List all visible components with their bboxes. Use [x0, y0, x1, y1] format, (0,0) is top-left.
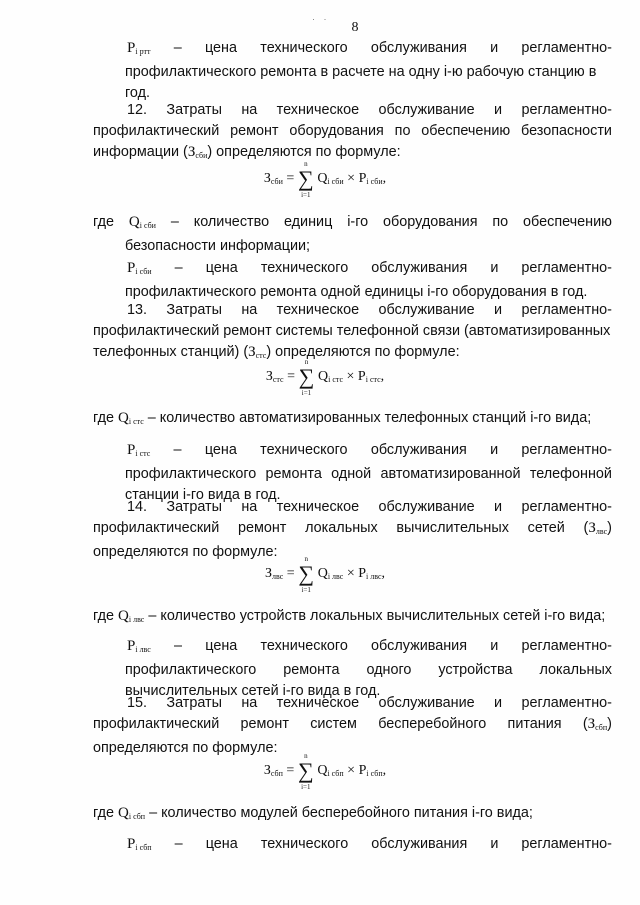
sum-symbol: n ∑ i=1	[298, 555, 315, 594]
definition-p-lvs: $P_{i лвс}$ – цена технического обслуживания и регламентно- профилактического ремонта одного устройства локальных вычислительных сетей i-го вида в год.	[125, 638, 612, 699]
definition-p-sbp: $P_{i сбп}$ – цена технического обслуживания и регламентно-	[127, 836, 612, 852]
formula-z-sts: $З_{стс}$ = n ∑ i=1 $Q_{i стс} \times P_{i стс}$,	[265, 358, 385, 397]
sum-symbol: n ∑ i=1	[297, 160, 314, 199]
symbol-p: P	[127, 40, 136, 56]
paragraph-12: 12. Затраты на техническое обслуживание и регламентно- профилактический ремонт оборудования по обеспечению безопасности информации $(З_{сби})$ определяются по формуле:	[93, 102, 612, 160]
definition-p-rtt: $P_{i ртт}$ – цена технического обслуживания и регламентно- профилактического ремонта в расчете на одну i-ю рабочую станцию в год.	[125, 40, 612, 101]
formula-z-sbi: $З_{сби}$ = n ∑ i=1 $Q_{i сби} \times P_{i сби}$,	[263, 160, 387, 199]
where-q-sbp: где $Q_{i сбп}$ – количество модулей бесперебойного питания i-го вида;	[93, 805, 533, 821]
paragraph-13: 13. Затраты на техническое обслуживание и регламентно- профилактический ремонт системы телефонной связи (автоматизированных телефонных станций) $(З_{стс})$ определяются по формуле:	[93, 302, 612, 360]
page-number: 8	[351, 20, 359, 35]
paragraph-14: 14. Затраты на техническое обслуживание и регламентно- профилактический ремонт локальных вычислительных сетей $(З_{лвс})$ определяются по формуле:	[93, 499, 612, 560]
paragraph-15: 15. Затраты на техническое обслуживание и регламентно- профилактический ремонт систем бесперебойного питания $(З_{сбп})$ определяются по формуле:	[93, 695, 612, 756]
where-q-sbi: где $Q_{i сби}$ – количество единиц i-го оборудования по обеспечению безопасности информации;	[93, 214, 612, 254]
formula-z-lvs: $З_{лвс}$ = n ∑ i=1 $Q_{i лвс} \times P_{i лвс}$,	[264, 555, 386, 594]
definition-p-sts: $P_{i стс}$ – цена технического обслуживания и регламентно- профилактического ремонта одной автоматизированной телефонной станции i-го вида в год.	[125, 442, 612, 503]
sum-symbol: n ∑ i=1	[298, 358, 315, 397]
definition-p-sbi: $P_{i сби}$ – цена технического обслуживания и регламентно- профилактического ремонта одной единицы i-го оборудования в год.	[125, 260, 612, 300]
where-q-lvs: где $Q_{i лвс}$ – количество устройств локальных вычислительных сетей i-го вида;	[93, 608, 606, 624]
formula-z-sbp: $З_{сбп}$ = n ∑ i=1 $Q_{i сбп} \times P_{i сбп}$,	[263, 752, 387, 791]
sum-symbol: n ∑ i=1	[297, 752, 314, 791]
scan-artifact: · ·	[312, 14, 330, 24]
where-q-sts: где $Q_{i стс}$ – количество автоматизированных телефонных станций i-го вида;	[93, 410, 592, 426]
